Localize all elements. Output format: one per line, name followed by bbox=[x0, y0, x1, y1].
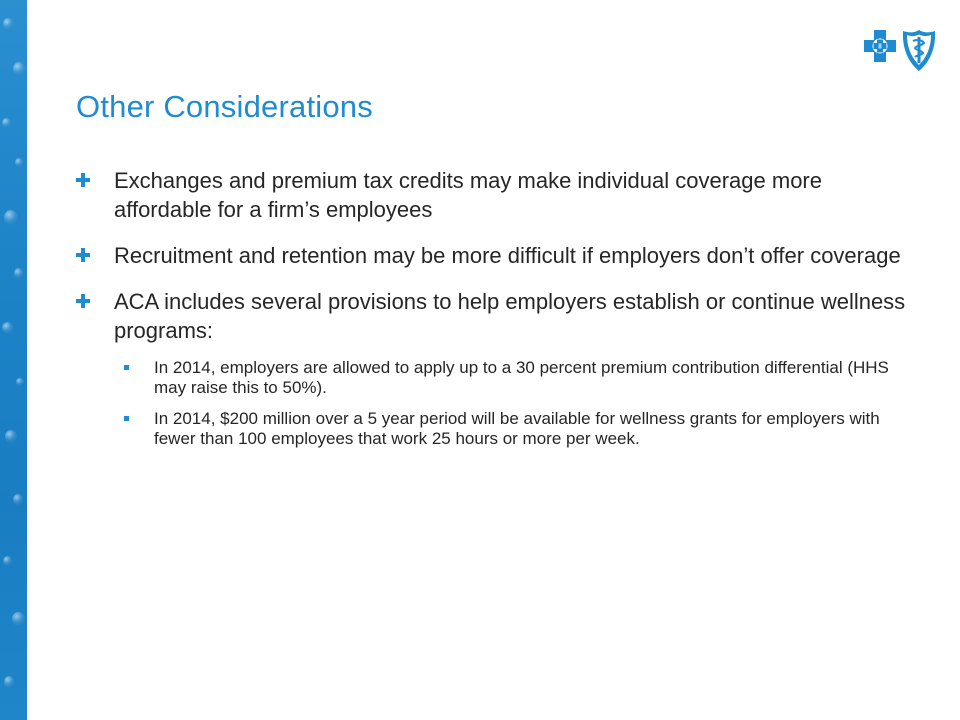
square-bullet-icon bbox=[124, 416, 129, 421]
slide-title: Other Considerations bbox=[76, 89, 373, 124]
bullet-text: Recruitment and retention may be more difficult if employers don’t offer coverage bbox=[114, 243, 901, 268]
sub-bullet-item bbox=[114, 409, 906, 449]
water-texture-strip bbox=[0, 0, 27, 720]
bullet-item bbox=[76, 287, 906, 449]
cross-shield-logo-icon bbox=[862, 28, 938, 74]
brand-logos bbox=[862, 28, 938, 74]
bullet-item bbox=[76, 241, 906, 270]
sub-bullet-text: In 2014, $200 million over a 5 year period will be available for wellness grants for employers with fewer than 100 employees that work 25 hours or more per week. bbox=[154, 409, 880, 448]
square-bullet-icon bbox=[124, 365, 129, 370]
cross-logo-icon bbox=[864, 30, 896, 62]
sub-bullet-text: In 2014, employers are allowed to apply up to a 30 percent premium contribution differential (HHS may raise this to 50%). bbox=[154, 358, 889, 397]
bullet-list bbox=[76, 166, 906, 466]
plus-icon bbox=[76, 248, 90, 262]
sub-bullet-item bbox=[114, 358, 906, 398]
bullet-item bbox=[76, 166, 906, 224]
bullet-text: Exchanges and premium tax credits may make individual coverage more affordable for a firm’s employees bbox=[114, 168, 822, 222]
plus-icon bbox=[76, 173, 90, 187]
shield-logo-icon bbox=[903, 30, 935, 71]
bullet-text: ACA includes several provisions to help employers establish or continue wellness programs: bbox=[114, 289, 906, 343]
plus-icon bbox=[76, 294, 90, 308]
sub-bullet-list bbox=[114, 358, 906, 449]
